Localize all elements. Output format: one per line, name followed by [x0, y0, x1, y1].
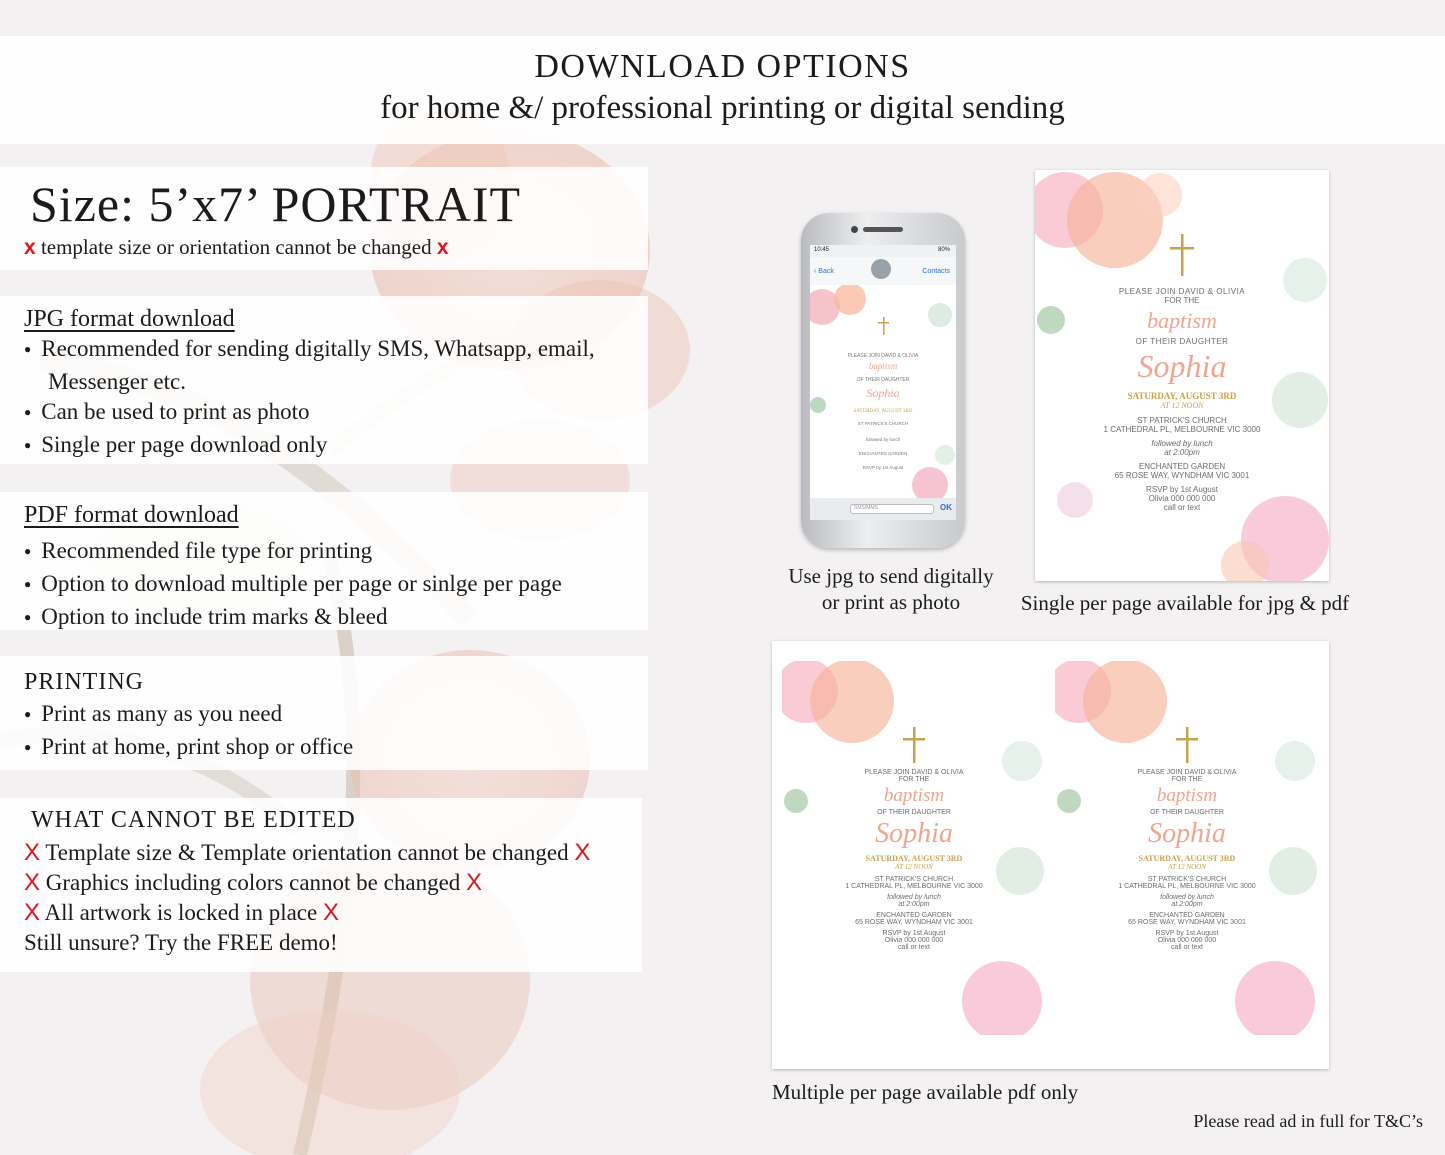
svg-text:ENCHANTED GARDEN: ENCHANTED GARDEN — [858, 451, 908, 456]
x-mark-icon: X — [466, 869, 483, 896]
x-mark-icon: X — [574, 839, 591, 866]
camera-icon — [851, 226, 858, 233]
message-input-bar — [810, 498, 956, 520]
invitation-text: PLEASE JOIN DAVID & OLIVIA FOR THE baptism OF THEIR DAUGHTER Sophia SATURDAY, AUGUST 3RD AT 12 NOON ST PATRICK'S CHURCH 1 CATHEDRAL PL, MELBOURNE VIC 3000 followed by lunch at 2:00pm ENCHANTED GARDEN 65 ROSE WAY, WYNDHAM VIC 3001 RSVP by 1st August Olivia 000 000 000 call or text — [845, 769, 983, 951]
contacts-link[interactable]: Contacts — [922, 268, 950, 275]
closing-line: Still unsure? Try the FREE demo! — [24, 930, 338, 955]
size-note — [24, 235, 449, 260]
x-mark-icon: x — [24, 236, 36, 259]
invitation-copy-right — [1055, 661, 1319, 1035]
svg-text:SATURDAY, AUGUST 3RD: SATURDAY, AUGUST 3RD — [853, 409, 913, 414]
back-button[interactable]: ‹ Back — [814, 268, 834, 275]
cannot-edit-heading: WHAT CANNOT BE EDITED — [31, 807, 356, 833]
x-mark-icon: X — [24, 839, 41, 866]
size-note-text: template size or orientation cannot be changed — [40, 235, 432, 259]
list-item: ● Single per page download only — [24, 430, 595, 463]
phone-screen — [810, 245, 956, 520]
invitation-text: PLEASE JOIN DAVID & OLIVIA FOR THE baptism OF THEIR DAUGHTER Sophia SATURDAY, AUGUST 3RD AT 12 NOON ST PATRICK'S CHURCH 1 CATHEDRAL PL, MELBOURNE VIC 3000 followed by lunch at 2:00pm ENCHANTED GARDEN 65 ROSE WAY, WYNDHAM VIC 3001 RSVP by 1st August Olivia 000 000 000 call or text — [1118, 769, 1256, 951]
header-subtitle: for home &/ professional printing or digital sending — [380, 90, 1065, 126]
svg-text:Sophia: Sophia — [866, 386, 900, 400]
svg-text:followed by lunch: followed by lunch — [865, 437, 901, 442]
list-item: X Graphics including colors cannot be changed X — [24, 869, 483, 896]
list-item: X Template size & Template orientation cannot be changed X — [24, 839, 591, 866]
list-item: ● Print as many as you need — [24, 699, 353, 732]
phone-mockup — [801, 213, 965, 548]
list-item: ● Option to download multiple per page or sinlge per page — [24, 569, 562, 602]
svg-text:OF THEIR DAUGHTER: OF THEIR DAUGHTER — [856, 377, 910, 383]
size-heading: Size: 5’x7’ PORTRAIT — [30, 176, 522, 232]
send-button[interactable]: OK — [940, 503, 952, 512]
header-banner — [0, 36, 1445, 144]
footer-note: Please read ad in full for T&C’s — [1193, 1111, 1423, 1131]
pdf-panel — [0, 492, 648, 630]
svg-text:baptism: baptism — [868, 361, 898, 371]
cannot-edit-list — [24, 838, 590, 958]
x-mark-icon: x — [436, 236, 449, 259]
x-mark-icon: X — [24, 899, 41, 926]
multiple-caption: Multiple per page available pdf only — [772, 1080, 1079, 1104]
size-panel — [0, 167, 648, 270]
avatar-icon — [871, 259, 891, 279]
jpg-list — [24, 334, 595, 463]
x-mark-icon: X — [322, 899, 339, 926]
list-item-continuation: Messenger etc. — [48, 369, 186, 394]
list-item: ● Print at home, print shop or office — [24, 732, 353, 765]
message-nav-bar — [810, 257, 956, 285]
multiple-per-page-sheet — [772, 641, 1329, 1069]
status-bar — [810, 245, 956, 257]
jpg-panel — [0, 296, 648, 464]
printing-list — [24, 699, 353, 765]
message-input[interactable]: SMS/MMS — [850, 504, 934, 514]
x-mark-icon: X — [24, 869, 41, 896]
invitation-copy-left — [782, 661, 1046, 1035]
svg-text:ST PATRICK'S CHURCH: ST PATRICK'S CHURCH — [857, 421, 909, 426]
header-title: DOWNLOAD OPTIONS — [534, 48, 911, 85]
pdf-heading: PDF format download — [24, 502, 239, 528]
phone-caption: Use jpg to send digitally or print as photo — [788, 564, 994, 614]
printing-heading: PRINTING — [24, 669, 144, 695]
mini-invitation-image — [810, 285, 956, 498]
single-invitation-card — [1035, 170, 1329, 581]
speaker-grille — [863, 227, 903, 232]
svg-text:PLEASE JOIN DAVID & OLIVIA: PLEASE JOIN DAVID & OLIVIA — [847, 353, 919, 359]
printing-panel — [0, 656, 648, 770]
invitation-text: PLEASE JOIN DAVID & OLIVIA FOR THE baptism OF THEIR DAUGHTER Sophia SATURDAY, AUGUST 3RD AT 12 NOON ST PATRICK'S CHURCH 1 CATHEDRAL PL, MELBOURNE VIC 3000 followed by lunch at 2:00pm ENCHANTED GARDEN 65 ROSE WAY, WYNDHAM VIC 3001 RSVP by 1st August Olivia 000 000 000 call or text — [1103, 287, 1261, 512]
pdf-list — [24, 536, 562, 635]
list-item: ● Recommended file type for printing — [24, 536, 562, 569]
list-item: ● Can be used to print as photo — [24, 397, 595, 430]
status-battery: 80% — [937, 247, 950, 253]
svg-text:RSVP by 1st August: RSVP by 1st August — [862, 465, 904, 470]
status-time: 10:45 — [814, 247, 830, 253]
cannot-edit-panel — [0, 798, 642, 972]
jpg-heading: JPG format download — [24, 306, 235, 332]
single-caption: Single per page available for jpg & pdf — [1020, 591, 1350, 615]
list-item: ● Recommended for sending digitally SMS, Whatsapp, email, — [24, 334, 595, 367]
list-item: X All artwork is locked in place X — [24, 899, 339, 926]
list-item: ● Option to include trim marks & bleed — [24, 602, 562, 635]
